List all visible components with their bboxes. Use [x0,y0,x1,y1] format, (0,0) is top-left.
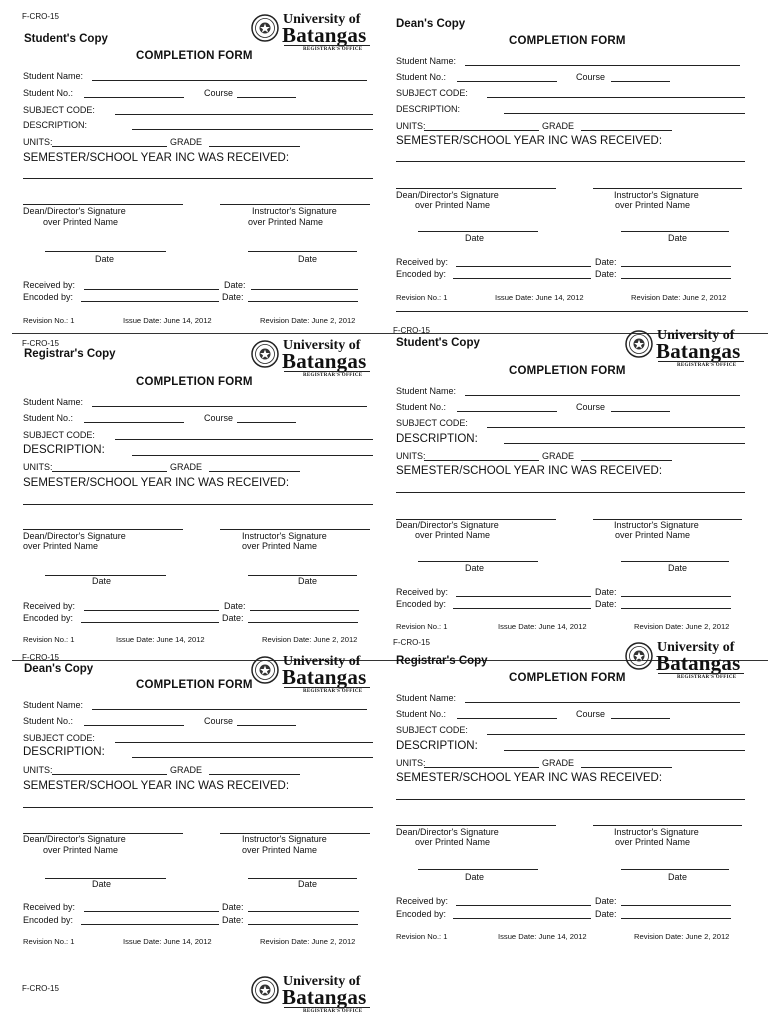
description-label: DESCRIPTION: [23,444,105,456]
instructor-signature-label: Instructor's Signature [614,520,699,530]
description-label: DESCRIPTION: [396,740,478,752]
student-name-label: Student Name: [23,700,84,710]
university-logo [251,654,375,694]
student-no-field[interactable] [84,422,184,423]
encoded-date-field[interactable] [248,924,358,925]
issue-date: Issue Date: June 14, 2012 [123,937,212,946]
student-no-label: Student No.: [23,716,74,726]
description-field[interactable] [504,750,745,751]
university-name-line1: University of [283,338,361,353]
university-name-line2: Batangas [282,985,367,1009]
received-date-label: Date: [224,280,246,290]
subject-code-field[interactable] [115,114,373,115]
units-label: UNITS: [396,121,426,131]
revision-date: Revision Date: June 2, 2012 [634,622,730,631]
dean-date-line[interactable] [418,561,538,562]
student-no-label: Student No.: [396,72,447,82]
issue-date: Issue Date: June 14, 2012 [495,293,584,302]
instructor-date-line[interactable] [621,561,729,562]
course-label: Course [204,413,234,423]
encoded-date-field[interactable] [621,278,731,279]
encoded-by-label: Encoded by: [23,613,74,623]
encoded-by-label: Encoded by: [396,269,447,279]
subject-code-label: SUBJECT CODE: [396,88,468,98]
grade-field[interactable] [581,460,672,461]
dean-printed-name-label: over Printed Name [415,530,491,540]
form-code: F-CRO-15 [22,12,59,21]
instructor-signature-line[interactable] [593,188,742,189]
encoded-by-field[interactable] [453,918,591,919]
course-label: Course [576,72,606,82]
course-field[interactable] [611,718,670,719]
seal-icon [251,14,279,42]
student-no-label: Student No.: [23,88,74,98]
grade-field[interactable] [581,767,672,768]
semester-label: SEMESTER/SCHOOL YEAR INC WAS RECEIVED: [396,135,663,147]
received-by-field[interactable] [456,905,591,906]
instructor-printed-name-label: over Printed Name [242,541,318,551]
units-field[interactable] [52,774,167,775]
dean-date-label: Date [465,872,485,882]
course-field[interactable] [237,97,296,98]
received-by-label: Received by: [23,601,76,611]
course-field[interactable] [611,81,670,82]
dean-signature-label: Dean/Director's Signature [396,827,499,837]
description-field[interactable] [132,757,373,758]
university-name-line2: Batangas [282,23,367,47]
encoded-by-field[interactable] [81,924,219,925]
received-date-field[interactable] [250,610,359,611]
received-date-label: Date: [595,587,617,597]
student-name-label: Student Name: [23,71,84,81]
grade-label: GRADE [170,137,203,147]
dean-signature-label: Dean/Director's Signature [23,834,126,844]
instructor-signature-label: Instructor's Signature [614,827,699,837]
dean-date-line[interactable] [418,231,538,232]
student-name-field[interactable] [465,702,740,703]
university-name-line1: University of [283,12,361,27]
course-label: Course [204,88,234,98]
revision-date: Revision Date: June 2, 2012 [260,316,356,325]
subject-code-field[interactable] [487,97,745,98]
course-field[interactable] [611,411,670,412]
university-name-line2: Batangas [656,651,741,675]
form-title: COMPLETION FORM [136,679,253,691]
university-logo [625,640,749,680]
seal-icon [625,642,653,670]
subject-code-label: SUBJECT CODE: [396,725,468,735]
issue-date: Issue Date: June 14, 2012 [123,316,212,325]
student-no-label: Student No.: [396,709,447,719]
instructor-signature-line[interactable] [593,825,742,826]
encoded-by-field[interactable] [81,622,219,623]
received-by-field[interactable] [456,266,591,267]
instructor-date-line[interactable] [621,231,729,232]
revision-number: Revision No.: 1 [396,622,448,631]
received-by-field[interactable] [456,596,591,597]
received-date-field[interactable] [621,266,731,267]
university-logo [251,338,375,378]
student-name-label: Student Name: [396,386,457,396]
university-name-line1: University of [657,328,735,343]
student-name-label: Student Name: [396,693,457,703]
units-field[interactable] [424,130,539,131]
revision-date: Revision Date: June 2, 2012 [262,635,358,644]
instructor-date-label: Date [298,254,318,264]
semester-label: SEMESTER/SCHOOL YEAR INC WAS RECEIVED: [23,780,290,792]
received-by-label: Received by: [23,280,76,290]
encoded-by-label: Encoded by: [23,915,74,925]
semester-field[interactable] [23,504,373,505]
received-date-label: Date: [224,601,246,611]
university-logo [251,974,375,1014]
semester-field[interactable] [396,799,745,800]
university-name-line1: University of [283,974,361,989]
units-field[interactable] [424,767,539,768]
form-deans-copy [385,10,757,328]
encoded-date-field[interactable] [248,301,358,302]
grade-label: GRADE [542,121,575,131]
course-label: Course [576,709,606,719]
grade-label: GRADE [170,765,203,775]
copy-label: Student's Copy [396,337,480,349]
semester-label: SEMESTER/SCHOOL YEAR INC WAS RECEIVED: [396,772,663,784]
received-by-label: Received by: [23,902,76,912]
form-title: COMPLETION FORM [509,35,626,47]
received-date-label: Date: [595,257,617,267]
course-label: Course [576,402,606,412]
dean-date-label: Date [92,879,112,889]
semester-label: SEMESTER/SCHOOL YEAR INC WAS RECEIVED: [396,465,663,477]
instructor-printed-name-label: over Printed Name [615,200,691,210]
subject-code-label: SUBJECT CODE: [396,418,468,428]
grade-field[interactable] [581,130,672,131]
received-by-field[interactable] [84,911,219,912]
university-name-line1: University of [657,640,735,655]
form-bottom-line [396,311,748,312]
units-field[interactable] [424,460,539,461]
revision-date: Revision Date: June 2, 2012 [634,932,730,941]
received-date-field[interactable] [248,911,359,912]
dean-date-label: Date [92,576,112,586]
description-label: DESCRIPTION: [396,104,461,114]
form-title: COMPLETION FORM [136,376,253,388]
form-students-copy [0,10,372,328]
received-by-label: Received by: [396,587,449,597]
description-label: DESCRIPTION: [23,120,88,130]
instructor-printed-name-label: over Printed Name [615,837,691,847]
revision-number: Revision No.: 1 [23,316,75,325]
description-field[interactable] [504,443,745,444]
grade-label: GRADE [542,451,575,461]
description-field[interactable] [504,113,745,114]
instructor-signature-label: Instructor's Signature [252,206,337,216]
revision-date: Revision Date: June 2, 2012 [260,937,356,946]
encoded-date-field[interactable] [621,918,731,919]
course-label: Course [204,716,234,726]
units-field[interactable] [52,146,167,147]
semester-field[interactable] [23,807,373,808]
instructor-signature-line[interactable] [220,529,370,530]
dean-date-line[interactable] [45,251,166,252]
university-logo [625,328,749,368]
encoded-date-label: Date: [222,915,244,925]
registrar-office: REGISTRAR'S OFFICE [303,373,363,378]
form-code: F-CRO-15 [393,638,430,647]
dean-date-label: Date [465,233,485,243]
received-date-field[interactable] [621,596,731,597]
student-no-field[interactable] [457,718,557,719]
dean-date-line[interactable] [418,869,538,870]
form-registrars-copy-2 [385,636,757,954]
seal-icon [251,340,279,368]
received-date-label: Date: [222,902,244,912]
description-field[interactable] [132,455,373,456]
instructor-date-label: Date [668,233,688,243]
copy-label: Registrar's Copy [396,655,488,667]
university-logo [251,12,375,52]
registrar-office: REGISTRAR'S OFFICE [303,47,363,52]
dean-signature-label: Dean/Director's Signature [23,206,126,216]
units-label: UNITS: [396,758,426,768]
dean-printed-name-label: over Printed Name [43,217,119,227]
grade-field[interactable] [209,774,300,775]
instructor-printed-name-label: over Printed Name [615,530,691,540]
form-code: F-CRO-15 [22,339,59,348]
student-name-field[interactable] [465,65,740,66]
instructor-date-line[interactable] [248,251,357,252]
description-label: DESCRIPTION: [396,433,478,445]
instructor-date-label: Date [298,576,318,586]
dean-signature-line[interactable] [396,825,556,826]
subject-code-field[interactable] [487,427,745,428]
revision-number: Revision No.: 1 [23,635,75,644]
copy-label: Registrar's Copy [24,348,116,360]
seal-icon [251,656,279,684]
received-by-field[interactable] [84,610,219,611]
instructor-date-label: Date [668,563,688,573]
received-date-label: Date: [595,896,617,906]
received-by-label: Received by: [396,896,449,906]
encoded-date-label: Date: [595,909,617,919]
student-no-field[interactable] [457,81,557,82]
copy-label: Dean's Copy [396,18,466,30]
student-name-field[interactable] [92,406,367,407]
units-label: UNITS: [23,765,53,775]
student-no-field[interactable] [457,411,557,412]
dean-signature-label: Dean/Director's Signature [23,531,126,541]
dean-printed-name-label: over Printed Name [23,541,99,551]
student-no-label: Student No.: [396,402,447,412]
form-deans-copy-2 [0,650,372,968]
form-registrars-copy [0,336,372,654]
form-title: COMPLETION FORM [509,365,626,377]
student-name-label: Student Name: [396,56,457,66]
instructor-date-label: Date [298,879,318,889]
instructor-printed-name-label: over Printed Name [242,845,318,855]
form-title: COMPLETION FORM [509,672,626,684]
university-name-line2: Batangas [656,339,741,363]
registrar-office: REGISTRAR'S OFFICE [677,675,737,680]
received-by-field[interactable] [84,289,219,290]
encoded-date-label: Date: [222,613,244,623]
university-name-line2: Batangas [282,349,367,373]
student-no-field[interactable] [84,97,184,98]
revision-date: Revision Date: June 2, 2012 [631,293,727,302]
encoded-date-field[interactable] [248,622,358,623]
description-label: DESCRIPTION: [23,746,105,758]
issue-date: Issue Date: June 14, 2012 [498,932,587,941]
encoded-by-field[interactable] [453,608,591,609]
dean-signature-line[interactable] [23,204,183,205]
received-date-field[interactable] [621,905,731,906]
course-field[interactable] [237,725,296,726]
instructor-signature-label: Instructor's Signature [242,531,327,541]
instructor-printed-name-label: over Printed Name [248,217,324,227]
form-code: F-CRO-15 [22,984,59,993]
instructor-signature-label: Instructor's Signature [614,190,699,200]
semester-field[interactable] [396,161,745,162]
instructor-signature-label: Instructor's Signature [242,834,327,844]
dean-printed-name-label: over Printed Name [415,200,491,210]
instructor-signature-line[interactable] [220,204,370,205]
encoded-date-label: Date: [595,269,617,279]
semester-field[interactable] [396,492,745,493]
subject-code-label: SUBJECT CODE: [23,105,95,115]
dean-signature-line[interactable] [23,529,183,530]
semester-field[interactable] [23,178,373,179]
form-code: F-CRO-15 [22,653,59,662]
semester-label: SEMESTER/SCHOOL YEAR INC WAS RECEIVED: [23,152,290,164]
subject-code-field[interactable] [115,742,373,743]
issue-date: Issue Date: June 14, 2012 [116,635,205,644]
registrar-office: REGISTRAR'S OFFICE [303,1009,363,1014]
encoded-by-label: Encoded by: [396,599,447,609]
student-no-field[interactable] [84,725,184,726]
received-by-label: Received by: [396,257,449,267]
dean-printed-name-label: over Printed Name [43,845,119,855]
units-label: UNITS: [23,137,53,147]
revision-number: Revision No.: 1 [23,937,75,946]
dean-date-label: Date [465,563,485,573]
form-code: F-CRO-15 [393,326,430,335]
encoded-date-field[interactable] [621,608,731,609]
subject-code-label: SUBJECT CODE: [23,430,95,440]
course-field[interactable] [237,422,296,423]
subject-code-label: SUBJECT CODE: [23,733,95,743]
grade-field[interactable] [209,146,300,147]
registrar-office: REGISTRAR'S OFFICE [303,689,363,694]
grade-label: GRADE [170,462,203,472]
units-label: UNITS: [396,451,426,461]
dean-printed-name-label: over Printed Name [415,837,491,847]
student-no-label: Student No.: [23,413,74,423]
copy-label: Student's Copy [24,33,108,45]
student-name-field[interactable] [92,80,367,81]
encoded-date-label: Date: [595,599,617,609]
subject-code-field[interactable] [115,439,373,440]
encoded-date-label: Date: [222,292,244,302]
instructor-date-line[interactable] [621,869,729,870]
student-name-field[interactable] [92,709,367,710]
encoded-by-label: Encoded by: [23,292,74,302]
revision-number: Revision No.: 1 [396,932,448,941]
semester-label: SEMESTER/SCHOOL YEAR INC WAS RECEIVED: [23,477,290,489]
dean-signature-label: Dean/Director's Signature [396,190,499,200]
student-name-field[interactable] [465,395,740,396]
grade-label: GRADE [542,758,575,768]
registrar-office: REGISTRAR'S OFFICE [677,363,737,368]
encoded-by-field[interactable] [453,278,591,279]
description-field[interactable] [132,129,373,130]
grade-field[interactable] [209,471,300,472]
dean-date-label: Date [95,254,115,264]
form-students-copy-2 [385,326,757,644]
units-field[interactable] [52,471,167,472]
form-partial-next [0,972,372,1024]
copy-label: Dean's Copy [24,663,94,675]
university-name-line2: Batangas [282,665,367,689]
received-date-field[interactable] [251,289,358,290]
instructor-date-label: Date [668,872,688,882]
issue-date: Issue Date: June 14, 2012 [498,622,587,631]
encoded-by-label: Encoded by: [396,909,447,919]
revision-number: Revision No.: 1 [396,293,448,302]
form-title: COMPLETION FORM [136,50,253,62]
seal-icon [251,976,279,1004]
seal-icon [625,330,653,358]
dean-signature-label: Dean/Director's Signature [396,520,499,530]
subject-code-field[interactable] [487,734,745,735]
student-name-label: Student Name: [23,397,84,407]
encoded-by-field[interactable] [81,301,219,302]
dean-signature-line[interactable] [396,188,556,189]
units-label: UNITS: [23,462,53,472]
university-name-line1: University of [283,654,361,669]
